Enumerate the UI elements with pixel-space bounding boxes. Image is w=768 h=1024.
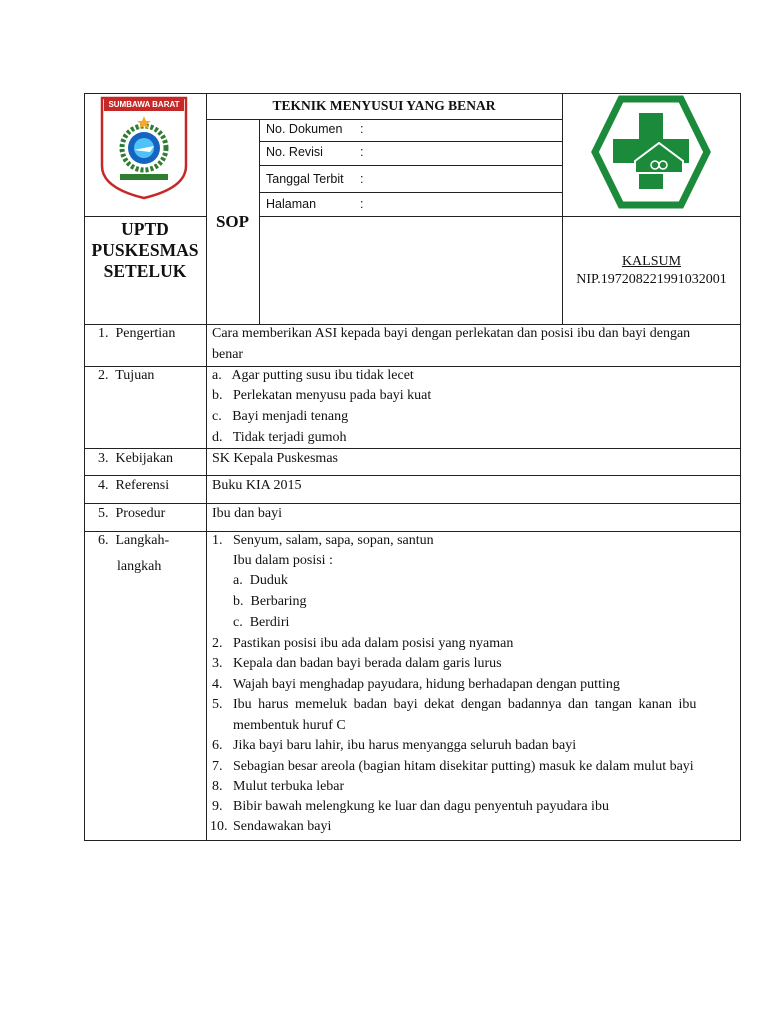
tujuan-item: d. Tidak terjadi gumoh [212, 430, 347, 445]
section-langkah-label: 6. Langkah- [98, 533, 170, 548]
step-number: 9. [212, 799, 223, 814]
field-no-dokumen-label: No. Dokumen [266, 122, 343, 136]
step-number: 2. [212, 636, 223, 651]
step-text: Bibir bawah melengkung ke luar dan dagu penyentuh payudara ibu [233, 799, 609, 814]
section-langkah-label-2: langkah [117, 559, 162, 574]
sumbawa-barat-logo [98, 96, 190, 200]
step-text: Sendawakan bayi [233, 819, 332, 834]
step-number: 10. [210, 819, 228, 834]
field-no-dokumen-value: : [360, 122, 364, 136]
org-line-2: PUSKESMAS [91, 240, 199, 260]
sop-label: SOP [215, 212, 250, 231]
prosedur-text: Ibu dan bayi [212, 506, 282, 521]
field-halaman-value: : [360, 197, 364, 211]
puskesmas-logo [591, 95, 711, 209]
step-text: Kepala dan badan bayi berada dalam garis lurus [233, 656, 502, 671]
pengertian-text-line-2: benar [212, 347, 244, 362]
position-option: b. Berbaring [233, 594, 307, 609]
pengertian-text-line-1: Cara memberikan ASI kepada bayi dengan perlekatan dan posisi ibu dan bayi dengan [212, 326, 691, 341]
step-number: 3. [212, 656, 223, 671]
section-referensi-label: 4. Referensi [98, 478, 170, 493]
field-no-revisi-label: No. Revisi [266, 145, 323, 159]
document-title: TEKNIK MENYUSUI YANG BENAR [272, 98, 496, 113]
tujuan-item: a. Agar putting susu ibu tidak lecet [212, 368, 414, 383]
step-number: 6. [212, 738, 223, 753]
section-prosedur-label: 5. Prosedur [98, 506, 166, 521]
position-option: c. Berdiri [233, 615, 290, 630]
section-pengertian-label: 1. Pengertian [98, 326, 176, 341]
position-option: a. Duduk [233, 573, 288, 588]
step-number: 8. [212, 779, 223, 794]
kebijakan-text: SK Kepala Puskesmas [212, 451, 338, 466]
step-text: Ibu harus memeluk badan bayi dekat dengan badannya dan tangan kanan ibu [233, 697, 697, 712]
step-text-continued: membentuk huruf C [233, 718, 346, 733]
field-no-revisi-value: : [360, 145, 364, 159]
org-line-1: UPTD [121, 219, 169, 239]
section-kebijakan-label: 3. Kebijakan [98, 451, 174, 466]
step-number: 1. [212, 533, 223, 548]
field-tanggal-terbit-label: Tanggal Terbit [266, 172, 344, 186]
step-text: Sebagian besar areola (bagian hitam disekitar putting) masuk ke dalam mulut bayi [233, 759, 694, 774]
field-halaman-label: Halaman [266, 197, 317, 211]
step-number: 5. [212, 697, 223, 712]
step-text: Pastikan posisi ibu ada dalam posisi yang nyaman [233, 636, 514, 651]
step-text: Mulut terbuka lebar [233, 779, 345, 794]
org-name [84, 219, 206, 282]
step-text: Jika bayi baru lahir, ibu harus menyangga seluruh badan bayi [233, 738, 577, 753]
step-text: Wajah bayi menghadap payudara, hidung berhadapan dengan putting [233, 677, 620, 692]
step-number: 4. [212, 677, 223, 692]
step-number: 7. [212, 759, 223, 774]
tujuan-item: c. Bayi menjadi tenang [212, 409, 349, 424]
signer-name: KALSUM [621, 254, 682, 269]
logo-banner-text: SUMBAWA BARAT [108, 100, 180, 109]
step-text: Senyum, salam, sapa, sopan, santun [233, 533, 434, 548]
step-1-subtext: Ibu dalam posisi : [233, 553, 333, 568]
field-tanggal-terbit-value: : [360, 172, 364, 186]
referensi-text: Buku KIA 2015 [212, 478, 302, 493]
signer-nip: NIP.197208221991032001 [576, 272, 727, 287]
section-tujuan-label: 2. Tujuan [98, 368, 155, 383]
tujuan-item: b. Perlekatan menyusu pada bayi kuat [212, 388, 432, 403]
org-line-3: SETELUK [103, 261, 187, 281]
